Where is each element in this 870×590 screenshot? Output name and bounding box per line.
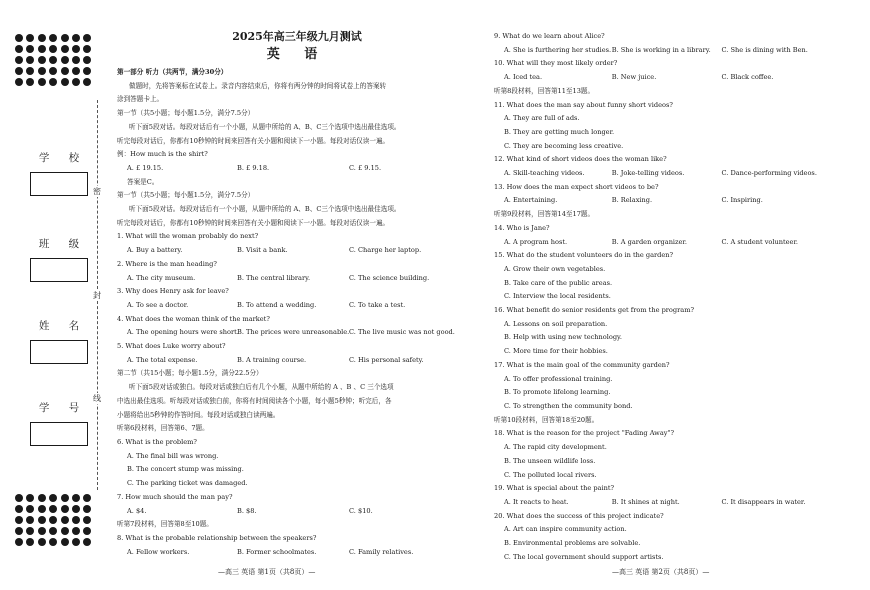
dot bbox=[38, 538, 46, 546]
class-field bbox=[30, 236, 90, 282]
question-stem: 10. What will they most likely order? bbox=[494, 59, 618, 68]
answer-option[interactable]: B. A training course. bbox=[237, 355, 307, 364]
question-block bbox=[494, 427, 839, 482]
answer-option[interactable]: C. Black coffee. bbox=[721, 73, 774, 82]
question-stem: 11. What does the man say about funny short videos? bbox=[494, 100, 673, 109]
student-id-box[interactable] bbox=[30, 422, 88, 446]
dot bbox=[61, 45, 69, 53]
dot bbox=[15, 538, 23, 546]
dot bbox=[61, 56, 69, 64]
dot bbox=[49, 67, 57, 75]
dot bbox=[49, 45, 57, 53]
question-block bbox=[117, 230, 477, 257]
question-stem: 12. What kind of short videos does the woman like? bbox=[494, 155, 667, 164]
dot bbox=[61, 34, 69, 42]
question-block bbox=[494, 99, 839, 154]
instruction-line: 听下面5段对话。每段对话后有一个小题，从题中所给的 A、B、C三个选项中选出最佳选项。 bbox=[129, 205, 401, 214]
dot-pattern-top bbox=[15, 34, 95, 86]
dot bbox=[83, 45, 91, 53]
answer-option[interactable]: A. She is furthering her studies. bbox=[504, 45, 612, 54]
question-stem: 2. Where is the man heading? bbox=[117, 259, 217, 268]
dot bbox=[83, 494, 91, 502]
question-block bbox=[117, 340, 477, 367]
dot bbox=[26, 505, 34, 513]
instruction-line: 听下面5段对话。每段对话后有一个小题，从题中所给的 A、B、C三个选项中选出最佳选项。 bbox=[129, 122, 401, 131]
listening-material-label: 听第6段材料，回答第6、7题。 bbox=[117, 424, 209, 433]
option-row bbox=[117, 546, 477, 560]
answer-option[interactable]: A. They are full of ads. bbox=[504, 114, 580, 123]
question-block bbox=[494, 222, 839, 249]
name-field bbox=[30, 318, 90, 364]
dot bbox=[38, 505, 46, 513]
answer-option[interactable]: A. A program host. bbox=[504, 237, 568, 246]
dot bbox=[83, 78, 91, 86]
dot bbox=[26, 538, 34, 546]
listening-material-label: 听第7段材料，回答第8至10题。 bbox=[117, 520, 213, 529]
answer-option[interactable]: A. To offer professional training. bbox=[504, 374, 613, 383]
dot bbox=[26, 78, 34, 86]
answer-option[interactable]: B. The unseen wildlife loss. bbox=[504, 456, 596, 465]
answer-option[interactable]: C. Family relatives. bbox=[349, 547, 414, 556]
answer-option[interactable]: B. To attend a wedding. bbox=[237, 300, 317, 309]
answer-option[interactable]: C. More time for their hobbies. bbox=[504, 347, 608, 356]
answer-option[interactable]: C. The science building. bbox=[349, 273, 430, 282]
dot bbox=[26, 56, 34, 64]
seal-char-mi: 密 bbox=[93, 187, 101, 196]
option-row bbox=[117, 244, 477, 258]
answer-option[interactable]: A. Skill-teaching videos. bbox=[504, 169, 585, 178]
answer-option[interactable]: B. Environmental problems are solvable. bbox=[504, 539, 641, 548]
answer-option[interactable]: C. $10. bbox=[349, 506, 373, 515]
option-row bbox=[494, 236, 839, 250]
dot bbox=[15, 56, 23, 64]
question-block bbox=[494, 30, 839, 57]
answer-option[interactable]: A. It reacts to heat. bbox=[504, 497, 569, 506]
school-field bbox=[30, 150, 90, 196]
dot bbox=[72, 67, 80, 75]
option: C. £ 9.15. bbox=[349, 163, 382, 172]
answer-option[interactable]: A. Fellow workers. bbox=[127, 547, 190, 556]
dot bbox=[38, 56, 46, 64]
part1-heading: 第一部分 听力（共两节，满分30分） bbox=[117, 68, 228, 76]
seal-char-feng: 封 bbox=[93, 291, 101, 300]
school-box[interactable] bbox=[30, 172, 88, 196]
answer-option[interactable]: C. The local government should support artists. bbox=[504, 552, 664, 561]
dot bbox=[15, 34, 23, 42]
question-block bbox=[117, 532, 477, 559]
question-stem: 7. How much should the man pay? bbox=[117, 492, 233, 501]
answer-option[interactable]: B. $8. bbox=[237, 506, 257, 515]
question-block bbox=[117, 436, 477, 491]
listening-material-label: 听第9段材料，回答第14至17题。 bbox=[494, 210, 595, 219]
answer-option[interactable]: C. They are becoming less creative. bbox=[504, 141, 624, 150]
name-box[interactable] bbox=[30, 340, 88, 364]
answer-option[interactable]: A. $4. bbox=[127, 506, 147, 515]
question-stem: 19. What is special about the paint? bbox=[494, 484, 615, 493]
listening-material-label: 听第8段材料，回答第11至13题。 bbox=[494, 86, 595, 95]
instruction-line: 涂到答题卡上。 bbox=[117, 95, 164, 104]
dot bbox=[26, 494, 34, 502]
dot bbox=[83, 516, 91, 524]
answer-option[interactable]: C. Dance-performing videos. bbox=[721, 169, 817, 178]
dot bbox=[38, 34, 46, 42]
question-stem: 6. What is the problem? bbox=[117, 437, 197, 446]
option-row bbox=[117, 272, 477, 286]
answer-option[interactable]: B. The concert stump was missing. bbox=[127, 465, 244, 474]
answer-option[interactable]: C. His personal safety. bbox=[349, 355, 424, 364]
dot bbox=[72, 538, 80, 546]
answer-option[interactable]: A. To see a doctor. bbox=[127, 300, 189, 309]
section2-heading: 第二节（共15小题；每小题1.5分，满分22.5分） bbox=[117, 369, 263, 378]
subject-title: 英 语 bbox=[266, 47, 328, 62]
answer-option[interactable]: C. The polluted local rivers. bbox=[504, 470, 597, 479]
answer-option[interactable]: B. Relaxing. bbox=[611, 196, 653, 205]
dot bbox=[83, 34, 91, 42]
question-stem: 18. What is the reason for the project "Fading Away"? bbox=[494, 429, 675, 438]
answer-option[interactable]: B. It shines at night. bbox=[611, 497, 680, 506]
page-2-footer: —高三 英语 第2页（共8页）— bbox=[612, 568, 710, 576]
answer-option[interactable]: C. Inspiring. bbox=[721, 196, 763, 205]
dot bbox=[72, 34, 80, 42]
answer-option[interactable]: A. Buy a battery. bbox=[127, 246, 183, 255]
listening-material-label: 听第10段材料，回答第18至20题。 bbox=[494, 415, 599, 424]
example-question: 例：How much is the shirt? bbox=[117, 150, 208, 159]
student-id-label: 学 号 bbox=[38, 402, 88, 414]
dot bbox=[15, 45, 23, 53]
dot bbox=[72, 45, 80, 53]
page-2 bbox=[494, 30, 839, 564]
dot bbox=[61, 516, 69, 524]
dot bbox=[15, 78, 23, 86]
question-stem: 5. What does Luke worry about? bbox=[117, 342, 226, 351]
dot bbox=[83, 538, 91, 546]
dot-pattern-bottom bbox=[15, 494, 95, 546]
question-stem: 8. What is the probable relationship between the speakers? bbox=[117, 533, 317, 542]
dot bbox=[72, 56, 80, 64]
section1-heading: 第一节（共5小题；每小题1.5分，满分7.5分） bbox=[117, 109, 255, 118]
answer-option[interactable]: C. The parking ticket was damaged. bbox=[127, 479, 248, 488]
question-stem: 3. Why does Henry ask for leave? bbox=[117, 287, 229, 296]
answer-option[interactable]: C. The live music was not good. bbox=[349, 328, 455, 337]
dot bbox=[61, 527, 69, 535]
dot bbox=[26, 516, 34, 524]
answer-option[interactable]: B. Take care of the public areas. bbox=[504, 278, 613, 287]
question-block bbox=[494, 57, 839, 84]
answer-option[interactable]: A. Grow their own vegetables. bbox=[504, 264, 606, 273]
dot bbox=[83, 56, 91, 64]
question-stem: 1. What will the woman probably do next? bbox=[117, 232, 259, 241]
option-row bbox=[494, 194, 839, 208]
dot bbox=[61, 505, 69, 513]
answer-option[interactable]: A. The city museum. bbox=[127, 273, 196, 282]
option-row bbox=[117, 505, 477, 519]
question-stem: 9. What do we learn about Alice? bbox=[494, 32, 605, 40]
dot bbox=[15, 527, 23, 535]
answer-option[interactable]: B. The prices were unreasonable. bbox=[237, 328, 350, 337]
dot bbox=[49, 34, 57, 42]
dot bbox=[38, 67, 46, 75]
question-block bbox=[494, 181, 839, 208]
instruction-line: 听下面5段对话或独白。每段对话或独白后有几个小题，从题中所给的 A 、B 、C 三个选项 bbox=[129, 383, 394, 392]
answer-option[interactable]: C. She is dining with Ben. bbox=[721, 45, 808, 54]
question-block bbox=[494, 153, 839, 180]
question-block bbox=[117, 313, 477, 340]
dot bbox=[83, 67, 91, 75]
option-row bbox=[494, 44, 839, 58]
question-block bbox=[494, 304, 839, 359]
dot bbox=[49, 516, 57, 524]
dot bbox=[72, 494, 80, 502]
question-block bbox=[494, 249, 839, 304]
dot bbox=[49, 538, 57, 546]
dot bbox=[38, 494, 46, 502]
answer-option[interactable]: B. Help with using new technology. bbox=[504, 333, 623, 342]
question-block bbox=[117, 491, 477, 518]
instruction-line: 小题将给出5秒钟的作答时间。每段对话或独白读两遍。 bbox=[117, 410, 280, 419]
answer-option[interactable]: C. To take a test. bbox=[349, 300, 406, 309]
option-row bbox=[117, 354, 477, 368]
dot bbox=[61, 67, 69, 75]
question-block bbox=[494, 482, 839, 509]
question-stem: 13. How does the man expect short videos to be? bbox=[494, 182, 659, 191]
instruction-line: 听完每段对话后，你都有10秒钟的时间来回答有关小题和阅读下一小题。每段对话仅读一遍。 bbox=[117, 136, 390, 145]
dot bbox=[26, 67, 34, 75]
answer-option[interactable]: A. The opening hours were short. bbox=[127, 328, 239, 337]
class-label: 班 级 bbox=[38, 238, 88, 250]
dot bbox=[72, 516, 80, 524]
question-stem: 16. What benefit do senior residents get from the program? bbox=[494, 306, 694, 315]
question-stem: 15. What do the student volunteers do in the garden? bbox=[494, 251, 674, 260]
dot bbox=[38, 516, 46, 524]
option-row bbox=[494, 71, 839, 85]
answer-option[interactable]: C. Interview the local residents. bbox=[504, 292, 611, 301]
answer-option[interactable]: A. Iced tea. bbox=[504, 73, 543, 82]
dot bbox=[26, 34, 34, 42]
answer-option[interactable]: A. Lessons on soil preparation. bbox=[504, 319, 608, 328]
binding-margin bbox=[0, 0, 110, 590]
answer-option[interactable]: A. The total expense. bbox=[127, 355, 198, 364]
instruction-line: 做题时，先将答案标在试卷上。录音内容结束后，你将有两分钟的时间将试卷上的答案转 bbox=[129, 81, 387, 90]
dot bbox=[38, 45, 46, 53]
dot bbox=[15, 505, 23, 513]
question-block bbox=[117, 258, 477, 285]
example-options bbox=[117, 162, 477, 176]
answer-option[interactable]: C. Charge her laptop. bbox=[349, 246, 422, 255]
answer-option[interactable]: B. Joke-telling videos. bbox=[611, 169, 685, 178]
answer-option[interactable]: C. To strengthen the community bond. bbox=[504, 401, 633, 410]
dot bbox=[72, 78, 80, 86]
dot bbox=[38, 78, 46, 86]
option-row bbox=[494, 167, 839, 181]
dot bbox=[83, 527, 91, 535]
option-row bbox=[117, 299, 477, 313]
dot bbox=[61, 538, 69, 546]
dot bbox=[26, 45, 34, 53]
question-block bbox=[494, 359, 839, 414]
option: B. £ 9.18. bbox=[237, 163, 270, 172]
question-stem: 17. What is the main goal of the community garden? bbox=[494, 360, 670, 369]
dot bbox=[49, 527, 57, 535]
answer-option[interactable]: A. Art can inspire community action. bbox=[504, 525, 627, 534]
answer-option[interactable]: C. A student volunteer. bbox=[721, 237, 798, 246]
answer-option[interactable]: B. Visit a bank. bbox=[237, 246, 288, 255]
answer-option[interactable]: B. To promote lifelong learning. bbox=[504, 388, 611, 397]
school-label: 学 校 bbox=[38, 152, 88, 164]
answer-option[interactable]: A. The final bill was wrong. bbox=[127, 451, 219, 460]
seal-char-xian: 线 bbox=[93, 394, 101, 403]
question-stem: 14. Who is Jane? bbox=[494, 223, 550, 232]
answer-option[interactable]: A. The rapid city development. bbox=[504, 443, 607, 452]
dot bbox=[26, 527, 34, 535]
dot bbox=[15, 494, 23, 502]
answer-option[interactable]: B. She is working in a library. bbox=[611, 45, 711, 54]
answer-option[interactable]: B. They are getting much longer. bbox=[504, 127, 615, 136]
question-stem: 20. What does the success of this project indicate? bbox=[494, 511, 664, 520]
answer-option[interactable]: B. New juice. bbox=[611, 73, 657, 82]
option: A. £ 19.15. bbox=[127, 163, 164, 172]
dot bbox=[38, 527, 46, 535]
exam-title: 2025年高三年级九月测试 bbox=[232, 30, 362, 43]
dot bbox=[49, 505, 57, 513]
dot bbox=[61, 494, 69, 502]
page-1-footer: —高三 英语 第1页（共8页）— bbox=[218, 568, 316, 576]
dot bbox=[72, 505, 80, 513]
dot bbox=[15, 67, 23, 75]
example-answer: 答案是C。 bbox=[127, 177, 159, 186]
page-1 bbox=[117, 30, 477, 559]
question-block bbox=[117, 285, 477, 312]
name-label: 姓 名 bbox=[38, 320, 88, 332]
question-stem: 4. What does the woman think of the market? bbox=[117, 314, 270, 323]
instruction-line: 中选出最佳选项。听每段对话或独白前，你将有时间阅读各个小题，每小题5秒钟；听完后，各 bbox=[117, 396, 392, 405]
answer-option[interactable]: A. Entertaining. bbox=[504, 196, 558, 205]
answer-option[interactable]: B. Former schoolmates. bbox=[237, 547, 317, 556]
answer-option[interactable]: B. A garden organizer. bbox=[611, 237, 687, 246]
dot bbox=[83, 505, 91, 513]
answer-option[interactable]: C. It disappears in water. bbox=[721, 497, 806, 506]
dot bbox=[15, 516, 23, 524]
dot bbox=[49, 494, 57, 502]
class-box[interactable] bbox=[30, 258, 88, 282]
question-block bbox=[494, 510, 839, 565]
dot bbox=[49, 56, 57, 64]
dot bbox=[49, 78, 57, 86]
dot bbox=[72, 527, 80, 535]
instruction-line: 听完每段对话后，你都有10秒钟的时间来回答有关小题和阅读下一小题。每段对话仅读一遍。 bbox=[117, 218, 390, 227]
answer-option[interactable]: B. The central library. bbox=[237, 273, 311, 282]
student-id-field bbox=[30, 400, 90, 446]
section1b-heading: 第一节（共5小题；每小题1.5分，满分7.5分） bbox=[117, 191, 255, 200]
option-row bbox=[117, 326, 477, 340]
option-row bbox=[494, 496, 839, 510]
dot bbox=[61, 78, 69, 86]
